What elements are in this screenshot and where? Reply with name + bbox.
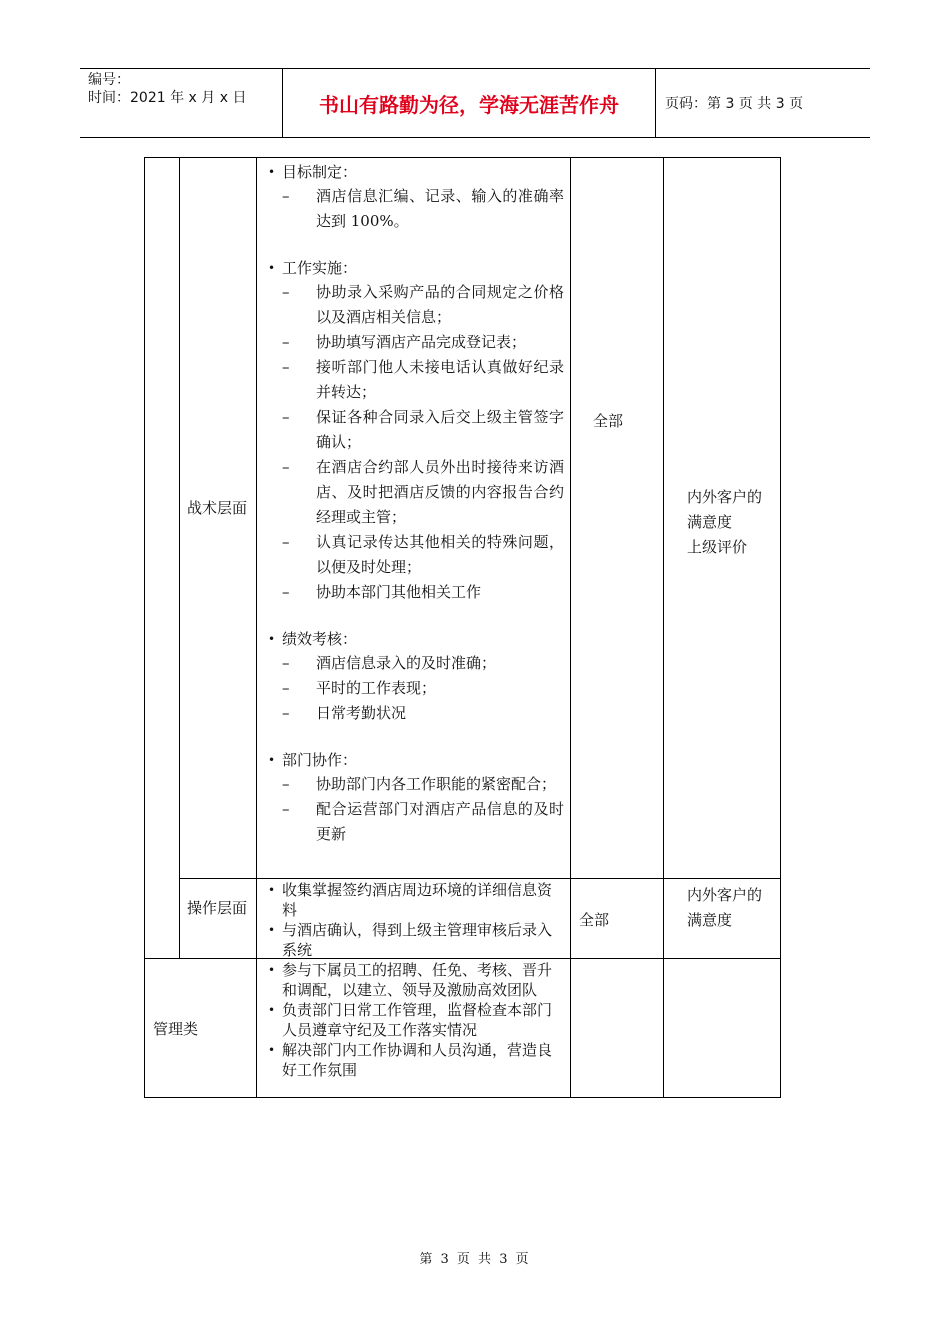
list-item: • 解决部门内工作协调和人员沟通，营造良好工作氛围 xyxy=(264,1040,564,1080)
operational-assessment xyxy=(687,883,779,933)
list-item: – 接听部门他人未接电话认真做好纪录并转达； xyxy=(264,355,564,405)
list-item: – 保证各种合同录入后交上级主管签字确认； xyxy=(264,405,564,455)
list-item: – 协助部门内各工作职能的紧密配合； xyxy=(264,772,564,797)
tactical-category: 战术层面 xyxy=(187,499,248,517)
assessment-line: 上级评价 xyxy=(687,538,748,556)
section-title: • 工作实施： xyxy=(264,256,564,280)
management-content xyxy=(264,960,564,1080)
table-grid-line xyxy=(256,157,257,1098)
section-goal-setting xyxy=(264,160,564,234)
list-item: • 收集掌握签约酒店周边环境的详细信息资料 xyxy=(264,880,564,920)
management-category: 管理类 xyxy=(153,1020,199,1038)
assessment-line: 满意度 xyxy=(687,513,733,531)
assessment-line: 满意度 xyxy=(687,911,733,929)
header-meta xyxy=(80,69,283,137)
list-item: – 在酒店合约部人员外出时接待来访酒店、及时把酒店反馈的内容报告合约经理或主管； xyxy=(264,455,564,530)
list-item: • 负责部门日常工作管理，监督检查本部门人员遵章守纪及工作落实情况 xyxy=(264,1000,564,1040)
section-performance-review xyxy=(264,627,564,726)
assessment-line: 内外客户的 xyxy=(687,488,763,506)
operational-scope: 全部 xyxy=(579,911,610,929)
section-department-cooperation xyxy=(264,748,564,847)
list-item: – 酒店信息汇编、记录、输入的准确率达到 100%。 xyxy=(264,184,564,234)
list-item: • 参与下属员工的招聘、任免、考核、晋升和调配，以建立、领导及激励高效团队 xyxy=(264,960,564,1000)
list-item: – 配合运营部门对酒店产品信息的及时更新 xyxy=(264,797,564,847)
table-grid-line xyxy=(179,157,180,959)
page-footer: 第 3 页 共 3 页 xyxy=(419,1252,531,1267)
list-item: – 酒店信息录入的及时准确； xyxy=(264,651,564,676)
table-grid-line xyxy=(663,157,664,1098)
table-grid-line xyxy=(179,878,781,879)
section-work-implementation xyxy=(264,256,564,605)
list-item: – 协助本部门其他相关工作 xyxy=(264,580,564,605)
section-title: • 部门协作： xyxy=(264,748,564,772)
list-item: – 协助填写酒店产品完成登记表； xyxy=(264,330,564,355)
list-item: – 平时的工作表现； xyxy=(264,676,564,701)
table-grid-line xyxy=(570,157,571,1098)
operational-category: 操作层面 xyxy=(187,899,248,917)
tactical-assessment xyxy=(687,485,779,560)
list-item: – 日常考勤状况 xyxy=(264,701,564,726)
page-header xyxy=(80,68,870,138)
tactical-content xyxy=(264,160,564,847)
document-date-label: 时间：2021 年 x 月 x 日 xyxy=(88,90,247,106)
list-item: – 认真记录传达其他相关的特殊问题，以便及时处理； xyxy=(264,530,564,580)
operational-content xyxy=(264,880,564,960)
assessment-line: 内外客户的 xyxy=(687,886,763,904)
section-title: • 绩效考核： xyxy=(264,627,564,651)
header-motto: 书山有路勤为径，学海无涯苦作舟 xyxy=(283,69,656,137)
header-page-number: 页码：第 3 页 共 3 页 xyxy=(665,96,804,112)
section-title: • 目标制定： xyxy=(264,160,564,184)
tactical-scope: 全部 xyxy=(593,412,624,430)
document-number-label: 编号： xyxy=(88,72,130,88)
list-item: – 协助录入采购产品的合同规定之价格以及酒店相关信息； xyxy=(264,280,564,330)
list-item: • 与酒店确认，得到上级主管理审核后录入系统 xyxy=(264,920,564,960)
